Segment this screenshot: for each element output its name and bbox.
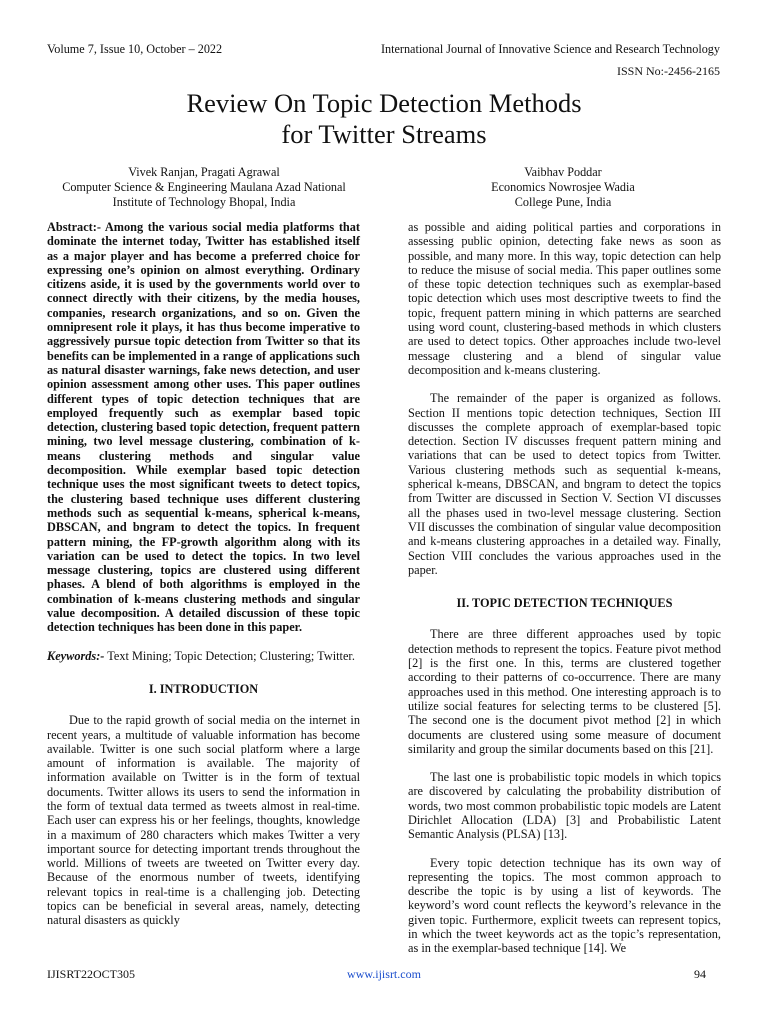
footer-website bbox=[0, 967, 768, 982]
intro-paragraph: Due to the rapid growth of social media on the internet in recent years, a multitude of valuable information has become available. Twitter is one such social platform where a large amount of information is available. The majority of information available on Twitter is in the form of textual documents. Twitter allows its users to send the information in the form of textual data termed as tweets almost in real-time. Each user can express his or her feelings, thoughts, knowledge in a maximum of 280 characters which makes Twitter a very important source for detecting important trends throughout the world. Millions of tweets are tweeted on Twitter every day. Because of the enormous number of tweets, identifying relevant topics in real-time is a challenging job. Detecting topics can be beneficial in several areas, namely, detecting natural disasters as quickly bbox=[47, 713, 360, 928]
left-column bbox=[47, 220, 360, 928]
author-affiliation-right-1: Economics Nowrosjee Wadia bbox=[491, 180, 635, 194]
paper-title bbox=[0, 88, 768, 150]
authors-right bbox=[383, 165, 743, 210]
keywords bbox=[47, 649, 360, 663]
keywords-label: Keywords:- bbox=[47, 648, 105, 663]
footer-website-link[interactable]: www.ijisrt.com bbox=[347, 967, 421, 981]
intro-paragraph-continued: as possible and aiding political parties and corporations in assessing public opinion, detecting fake news as soon as possible, and many more. In this way, topic detection can help to reduce the misuse of social media. This paper outlines some of these topic detection techniques such as exemplar-based topic detection which uses most descriptive tweets to find the topic, frequent pattern mining in which patterns are searched using word count, clustering-based methods in which clusters are used to detect topics. Other approaches include two-level message clustering and a blend of singular value decomposition and k-means clustering. bbox=[408, 220, 721, 377]
paper-title-line2: for Twitter Streams bbox=[281, 119, 487, 149]
section-heading-introduction: I. INTRODUCTION bbox=[148, 681, 259, 696]
journal-volume: Volume 7, Issue 10, October – 2022 bbox=[47, 42, 223, 56]
section-heading-topic-detection: II. TOPIC DETECTION TECHNIQUES bbox=[456, 596, 673, 611]
author-affiliation-right-2: College Pune, India bbox=[514, 195, 612, 209]
topic-detection-paragraph-1: There are three different approaches used by topic detection methods to represent the topics. Feature pivot method [2] is the first one. In this, terms are clustered together according to their patterns of co-occurrence. There are many approaches used in this method. One interesting approach is to utilize social features for selecting terms to be clustered [5]. The second one is the document pivot method [2] in which documents are clustered using some measure of document similarity and group the similar documents based on this [21]. bbox=[408, 627, 721, 756]
abstract bbox=[47, 220, 360, 635]
issn: ISSN No:-2456-2165 bbox=[616, 64, 720, 78]
keywords-text: Text Mining; Topic Detection; Clustering; Twitter. bbox=[104, 648, 355, 663]
right-column bbox=[408, 220, 721, 956]
abstract-label: Abstract:- bbox=[47, 220, 101, 234]
abstract-text: Among the various social media platforms that dominate the internet today, Twitter has established itself as a major player and has become a preferred choice for expressing one’s opinion on almost everything. Ordinary citizens aside, it is used by the governments world over to connect directly with their citizens, by the media houses, companies, research organizations, and so on. Given the omnipresent role it plays, it has thus become imperative to aggressively pursue topic detection from Twitter so that its benefits can be implemented in a range of applications such as natural disaster warnings, fake news detection, and user opinion assessment among other uses. This paper outlines different types of topic detection techniques that are employed frequently such as exemplar based topic detection, clustering based topic detection, frequent pattern mining, two level message clustering, combination of k-means clustering methods and singular value decomposition. While exemplar based topic detection technique uses the most significant tweets to detect topics, the clustering based technique uses different clustering methods such as sequential k-means, spherical k-means, DBSCAN, and bngram to detect the topics. In frequent pattern mining, the FP-growth algorithm along with its variation can be used to detect the topics. In two level message clustering, topics are clustered using different phases. A blend of both algorithms is employed in the combination of k-means clustering methods and singular value decomposition. A detailed discussion of these topic detection techniques has been done in this paper. bbox=[47, 220, 360, 635]
topic-detection-paragraph-2: The last one is probabilistic topic models in which topics are discovered by calculating the probability distribution of words, two most common probabilistic topic models are Latent Dirichlet Allocation (LDA) [3] and Probabilistic Latent Semantic Analysis (PLSA) [13]. bbox=[408, 770, 721, 842]
authors-left bbox=[24, 165, 384, 210]
organization-paragraph: The remainder of the paper is organized as follows. Section II mentions topic detection techniques, Section III discusses the complete approach of exemplar-based topic detection. Section IV discusses frequent pattern mining and variations that can be used to detect topics from Twitter. Various clustering methods such as sequential k-means, spherical k-means, DBSCAN, and bngram to detect the topics from Twitter are discussed in Section V. Section VI discusses all the phases used in two-level message clustering. Section VII discusses the combination of singular value decomposition and k-means clustering approaches in a detailed way. Finally, Section VIII concludes the various approaches used in the paper. bbox=[408, 391, 721, 577]
author-names-right: Vaibhav Poddar bbox=[524, 165, 602, 179]
author-affiliation-left-1: Computer Science & Engineering Maulana Azad National bbox=[62, 180, 346, 194]
paper-title-line1: Review On Topic Detection Methods bbox=[186, 88, 582, 118]
page-number: 94 bbox=[694, 967, 706, 981]
journal-name: International Journal of Innovative Science and Research Technology bbox=[380, 42, 720, 56]
author-names-left: Vivek Ranjan, Pragati Agrawal bbox=[128, 165, 280, 179]
footer-paper-id: IJISRT22OCT305 bbox=[47, 967, 135, 981]
topic-detection-paragraph-3: Every topic detection technique has its own way of representing the topics. The most common approach to describe the topic is by using a list of keywords. The keyword’s word count reflects the keyword’s relevance in the given topic. Furthermore, explicit tweets can represent topics, in which the tweet keywords act as the topic’s representation, as in the exemplar-based technique [14]. We bbox=[408, 855, 721, 956]
author-affiliation-left-2: Institute of Technology Bhopal, India bbox=[112, 195, 296, 209]
